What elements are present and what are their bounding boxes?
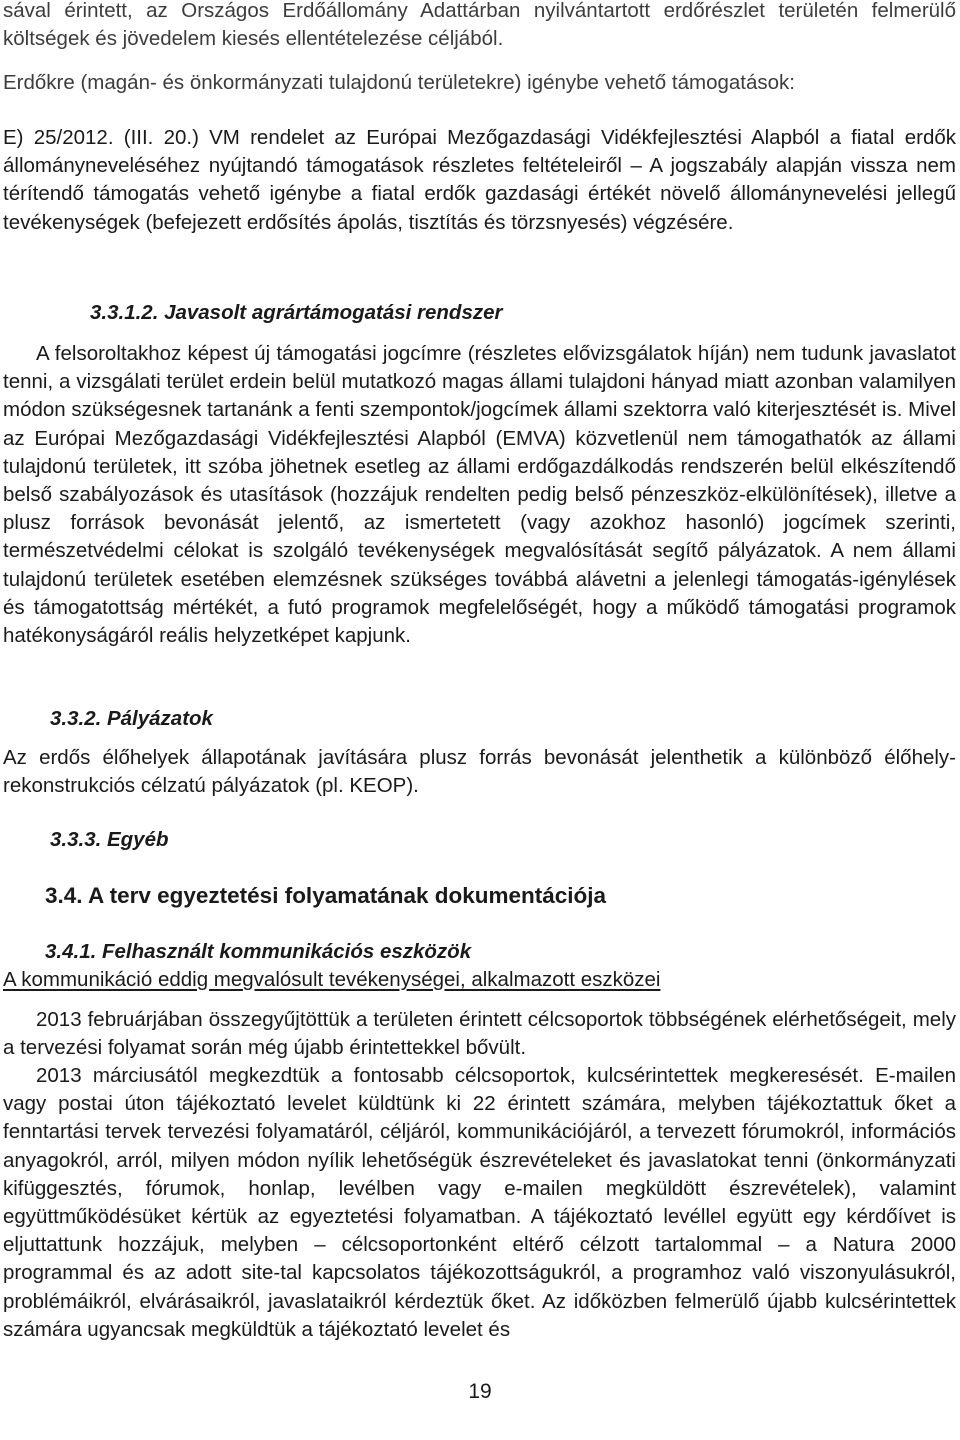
paragraph-forest-support: Erdőkre (magán- és önkormányzati tulajdonú területekre) igénybe vehető támogatások: (3, 71, 795, 94)
paragraph-communication-2: 2013 márciusától megkezdtük a fontosabb célcsoportok, kulcsérintettek megkeresését. E-mailen vagy postai úton tájékoztató levelet küldtünk ki 22 érintett számára, melyben tájékoztattuk őket a fenntartási tervek tervezési folyamatáról, céljáról, kommunikációjáról, a tervezett fórumokról, információs anyagokról, arról, milyen módon nyílik lehetőségük észrevételeket és javaslatokat tenni (önkormányzati kifüggesztés, fórumok, honlap, levélben vagy e-mailen megküldött észrevételek), valamint együttműködésüket kértük az egyeztetési folyamatban. A tájékoztató levéllel együtt egy kérdőívet is eljuttattunk hozzájuk, melyben – célcsoportonként eltérő célzott tartalommal – a Natura 2000 programmal és az adott site-tal kapcsolatos tájékozottságukról, a programhoz való viszonyulásukról, problémáikról, elvárásaikról, javaslataikról kérdeztük őket. Az időközben felmerülő újabb kulcsérintettek számára ugyancsak megküldtük a tájékoztató levelet és (3, 1064, 956, 1341)
heading-3-3-2: 3.3.2. Pályázatok (50, 707, 213, 730)
paragraph-top: sával érintett, az Országos Erdőállomány Adattárban nyilvántartott erdőrészlet területén felmerülő költségek és jövedelem kiesés ellentételezése céljából. (3, 0, 956, 51)
heading-3-4: 3.4. A terv egyeztetési folyamatának dokumentációja (45, 883, 607, 908)
subheading-communication: A kommunikáció eddig megvalósult tevékenységei, alkalmazott eszközei (3, 968, 661, 991)
paragraph-e-rule: E) 25/2012. (III. 20.) VM rendelet az Európai Mezőgazdasági Vidékfejlesztési Alapból a fiatal erdők állományneveléséhez nyújtandó támogatások részletes feltételeiről – A jogszabály alapján vissza nem térítendő támogatás vehető igénybe a fiatal erdők gazdasági értékét növelő állománynevelési jellegű tevékenységek (befejezett erdősítés ápolás, tisztítás és törzsnyesés) végzésére. (3, 126, 956, 234)
heading-3-3-3: 3.3.3. Egyéb (50, 828, 169, 851)
paragraph-communication-1: 2013 februárjában összegyűjtöttük a területen érintett célcsoportok többségének elérhetőségeit, mely a tervezési folyamat során még újabb érintettekkel bővült. (3, 1008, 956, 1060)
heading-3-4-1: 3.4.1. Felhasznált kommunikációs eszközök (45, 940, 472, 963)
heading-3-3-1-2: 3.3.1.2. Javasolt agrártámogatási rendszer (90, 301, 503, 324)
page-number: 19 (468, 1380, 492, 1403)
paragraph-agri-system: A felsoroltakhoz képest új támogatási jogcímre (részletes elővizsgálatok híján) nem tudunk javaslatot tenni, a vizsgálati terület erdein belül mutatkozó magas állami tulajdoni hányad miatt azonban valamilyen módon szükségesnek tartanánk a fenti szempontok/jogcímek állami szektorra való kiterjesztését is. Mivel az Európai Mezőgazdasági Vidékfejlesztési Alapból (EMVA) közvetlenül nem támogathatók az állami tulajdonú területek, itt szóba jöhetnek esetleg az állami erdőgazdálkodás rendszerén belül elkészítendő belső szabályozások és utasítások (hozzájuk rendelten pedig belső pénzeszköz-elkülönítések), illetve a plusz források bevonását jelentő, az ismertetett (vagy azokhoz hasonló) jogcímek szerinti, természetvédelmi célokat is szolgáló tevékenységek megvalósítását segítő pályázatok. A nem állami tulajdonú területek esetében elemzésnek szükséges továbbá alávetni a jelenlegi támogatás-igénylések és támogatottság mértékét, a futó programok megfelelőségét, hogy a működő támogatási programok hatékonyságáról reális helyzetképet kapjunk. (3, 342, 956, 648)
paragraph-tenders: Az erdős élőhelyek állapotának javítására plusz forrás bevonását jelenthetik a különböző élőhely-rekonstrukciós célzatú pályázatok (pl. KEOP). (3, 746, 956, 798)
